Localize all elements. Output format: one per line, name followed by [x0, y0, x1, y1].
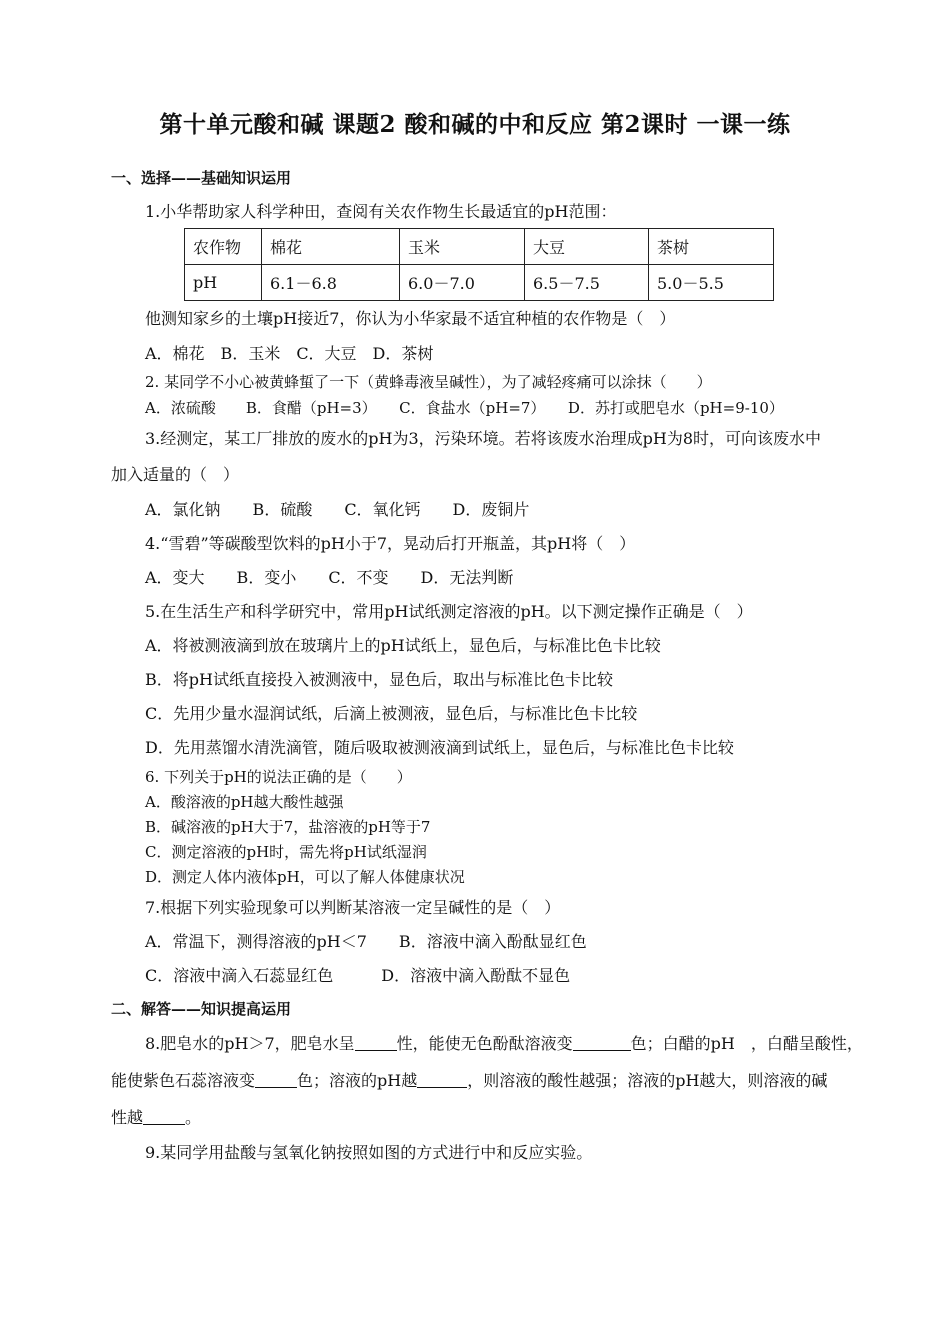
table-header-row: [185, 229, 774, 265]
table-cell: 5.0－5.5: [649, 265, 774, 301]
section-heading-choice: 一、选择——基础知识运用: [111, 169, 292, 187]
table-cell: 6.1－6.8: [262, 265, 400, 301]
question-8-text: ，则溶液的酸性越强；溶液的pH越大，则溶液的碱: [467, 1071, 828, 1090]
question-6-option-d: D．测定人体内液体pH，可以了解人体健康状况: [145, 868, 465, 886]
crop-ph-table: [184, 228, 774, 301]
question-1-follow: 他测知家乡的土壤pH接近7，你认为小华家最不适宜种植的农作物是（ ）: [145, 309, 676, 328]
question-8-text: 。: [185, 1108, 202, 1127]
question-3-stem: 3.经测定，某工厂排放的废水的pH为3，污染环境。若将该废水治理成pH为8时，可向该废水中: [145, 429, 822, 448]
question-7-stem: 7.根据下列实验现象可以判断某溶液一定呈碱性的是（ ）: [145, 898, 561, 917]
question-2-stem: 2. 某同学不小心被黄蜂蜇了一下（黄蜂毒液呈碱性），为了减轻疼痛可以涂抹（ ）: [145, 373, 712, 391]
question-3-options: A．氯化钠 B．硫酸 C．氧化钙 D．废铜片: [145, 500, 530, 519]
table-cell: pH: [185, 265, 262, 301]
question-8-line-1: [145, 1031, 863, 1054]
question-5-option-b: B．将pH试纸直接投入被测液中，显色后，取出与标准比色卡比较: [145, 670, 613, 689]
answer-blank[interactable]: [143, 1108, 185, 1125]
question-5-option-c: C．先用少量水湿润试纸，后滴上被测液，显色后，与标准比色卡比较: [145, 704, 638, 723]
table-cell: 棉花: [262, 229, 400, 265]
question-8-text: 色；溶液的pH越: [297, 1071, 418, 1090]
answer-blank[interactable]: [355, 1034, 397, 1051]
question-1-stem: 1.小华帮助家人科学种田，查阅有关农作物生长最适宜的pH范围：: [145, 202, 617, 221]
table-cell: 玉米: [400, 229, 525, 265]
question-8-text: 色；白醋的pH ，白醋呈酸性，: [630, 1034, 863, 1053]
table-cell: 茶树: [649, 229, 774, 265]
question-8-text: 8.肥皂水的pH＞7，肥皂水呈: [145, 1034, 355, 1053]
question-4-options: A．变大 B．变小 C．不变 D．无法判断: [145, 568, 514, 587]
table-cell: 大豆: [525, 229, 649, 265]
question-7-options-cd: C．溶液中滴入石蕊显红色 D．溶液中滴入酚酞不显色: [145, 966, 571, 985]
question-8-text: 性越: [111, 1108, 144, 1127]
question-6-option-b: B．碱溶液的pH大于7，盐溶液的pH等于7: [145, 818, 431, 836]
question-5-option-a: A．将被测液滴到放在玻璃片上的pH试纸上，显色后，与标准比色卡比较: [145, 636, 661, 655]
answer-blank[interactable]: [417, 1071, 467, 1088]
table-cell: 农作物: [185, 229, 262, 265]
page-title: 第十单元酸和碱 课题2 酸和碱的中和反应 第2课时 一课一练: [159, 111, 791, 138]
table-cell: 6.5－7.5: [525, 265, 649, 301]
question-6-option-c: C．测定溶液的pH时，需先将pH试纸湿润: [145, 843, 427, 861]
question-8-text: 性，能使无色酚酞溶液变: [396, 1034, 573, 1053]
question-6-stem: 6. 下列关于pH的说法正确的是（ ）: [145, 768, 412, 786]
question-1-options: A．棉花 B．玉米 C．大豆 D．茶树: [145, 344, 434, 363]
question-4-stem: 4.“雪碧”等碳酸型饮料的pH小于7，晃动后打开瓶盖，其pH将（ ）: [145, 534, 636, 553]
question-5-stem: 5.在生活生产和科学研究中，常用pH试纸测定溶液的pH。以下测定操作正确是（ ）: [145, 602, 753, 621]
question-7-options-ab: A．常温下，测得溶液的pH＜7 B．溶液中滴入酚酞显红色: [145, 932, 587, 951]
answer-blank[interactable]: [255, 1071, 297, 1088]
question-8-line-3: [111, 1105, 201, 1128]
question-8-line-2: [111, 1068, 827, 1091]
question-9-stem: 9.某同学用盐酸与氢氧化钠按照如图的方式进行中和反应实验。: [145, 1143, 593, 1162]
table-row: [185, 265, 774, 301]
table-cell: 6.0－7.0: [400, 265, 525, 301]
answer-blank[interactable]: [573, 1034, 631, 1051]
question-2-options: A．浓硫酸 B．食醋（pH=3） C．食盐水（pH=7） D．苏打或肥皂水（pH=9-10）: [145, 399, 784, 417]
question-8-text: 能使紫色石蕊溶液变: [111, 1071, 256, 1090]
question-6-option-a: A．酸溶液的pH越大酸性越强: [145, 793, 344, 811]
question-3-stem-cont: 加入适量的（ ）: [111, 465, 240, 484]
section-heading-answer: 二、解答——知识提高运用: [111, 1000, 292, 1018]
question-5-option-d: D．先用蒸馏水清洗滴管，随后吸取被测液滴到试纸上，显色后，与标准比色卡比较: [145, 738, 734, 757]
